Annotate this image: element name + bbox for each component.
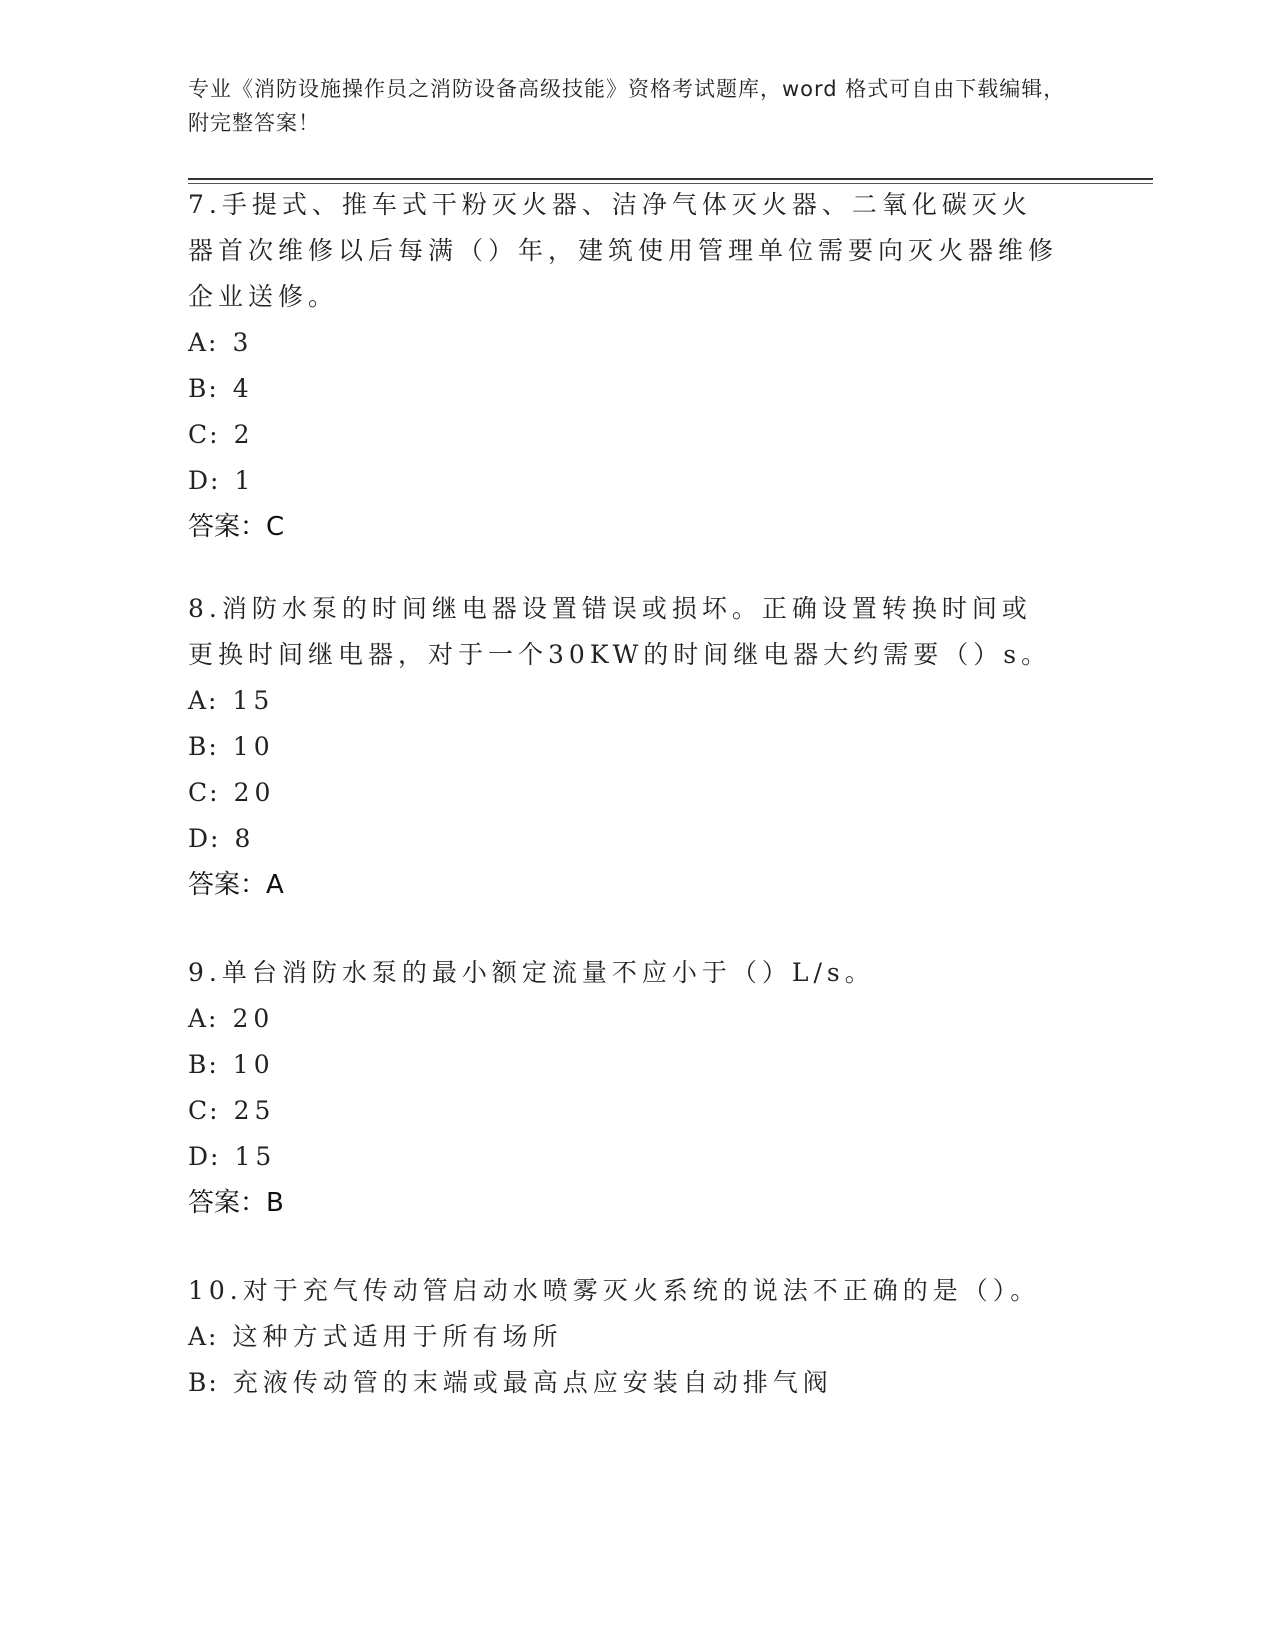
option-letter: D: [188,1142,221,1171]
option-value: 这种方式适用于所有场所 [232,1322,563,1351]
option-letter: D: [188,824,221,853]
option-c [188,1088,1058,1134]
option-b [188,1360,1058,1406]
option-value: 4 [232,374,254,403]
option-value: 3 [232,328,254,357]
option-a [188,678,1058,724]
option-value: 8 [234,824,256,853]
option-b [188,724,1058,770]
answer: 答案：B [188,1188,284,1218]
option-letter: C: [188,420,220,449]
option-letter: C: [188,1096,220,1125]
option-value: 2 [233,420,255,449]
option-letter: A: [188,686,219,715]
option-a [188,320,1058,366]
header-rule-thick [188,178,1153,180]
option-value: 15 [232,686,275,715]
option-letter: B: [188,1050,219,1079]
question-stem: 7.手提式、推车式干粉灭火器、洁净气体灭火器、二氧化碳灭火器首次维修以后每满（）年，建筑使用管理单位需要向灭火器维修企业送修。 [188,190,1059,311]
question-stem: 9.单台消防水泵的最小额定流量不应小于（）L/s。 [188,958,875,987]
answer: 答案：C [188,512,285,542]
document-header: 专业《消防设施操作员之消防设备高级技能》资格考试题库，word 格式可自由下载编辑，附完整答案！ [188,77,1066,135]
option-value: 20 [232,1004,275,1033]
question-stem: 8.消防水泵的时间继电器设置错误或损坏。正确设置转换时间或更换时间继电器，对于一个30KW的时间继电器大约需要（）s。 [188,594,1052,669]
option-c [188,412,1058,458]
option-letter: B: [188,732,219,761]
option-value: 10 [232,732,275,761]
option-value: 1 [234,466,256,495]
answer: 答案：A [188,870,284,900]
option-letter: A: [188,1322,219,1351]
option-c [188,770,1058,816]
option-letter: A: [188,328,219,357]
option-a [188,1314,1058,1360]
option-value: 10 [232,1050,275,1079]
option-d [188,458,1058,504]
option-letter: C: [188,778,220,807]
option-letter: A: [188,1004,219,1033]
option-letter: D: [188,466,221,495]
option-b [188,366,1058,412]
option-letter: B: [188,374,219,403]
option-value: 15 [234,1142,277,1171]
question-10 [188,1268,1058,1406]
option-a [188,996,1058,1042]
question-7 [188,182,1058,550]
question-8 [188,586,1058,908]
option-value: 20 [233,778,276,807]
option-value: 25 [233,1096,276,1125]
option-b [188,1042,1058,1088]
option-letter: B: [188,1368,219,1397]
question-stem: 10.对于充气传动管启动水喷雾灭火系统的说法不正确的是（）。 [188,1276,1041,1305]
question-9 [188,950,1058,1226]
option-d [188,1134,1058,1180]
option-value: 充液传动管的末端或最高点应安装自动排气阀 [232,1368,833,1397]
option-d [188,816,1058,862]
